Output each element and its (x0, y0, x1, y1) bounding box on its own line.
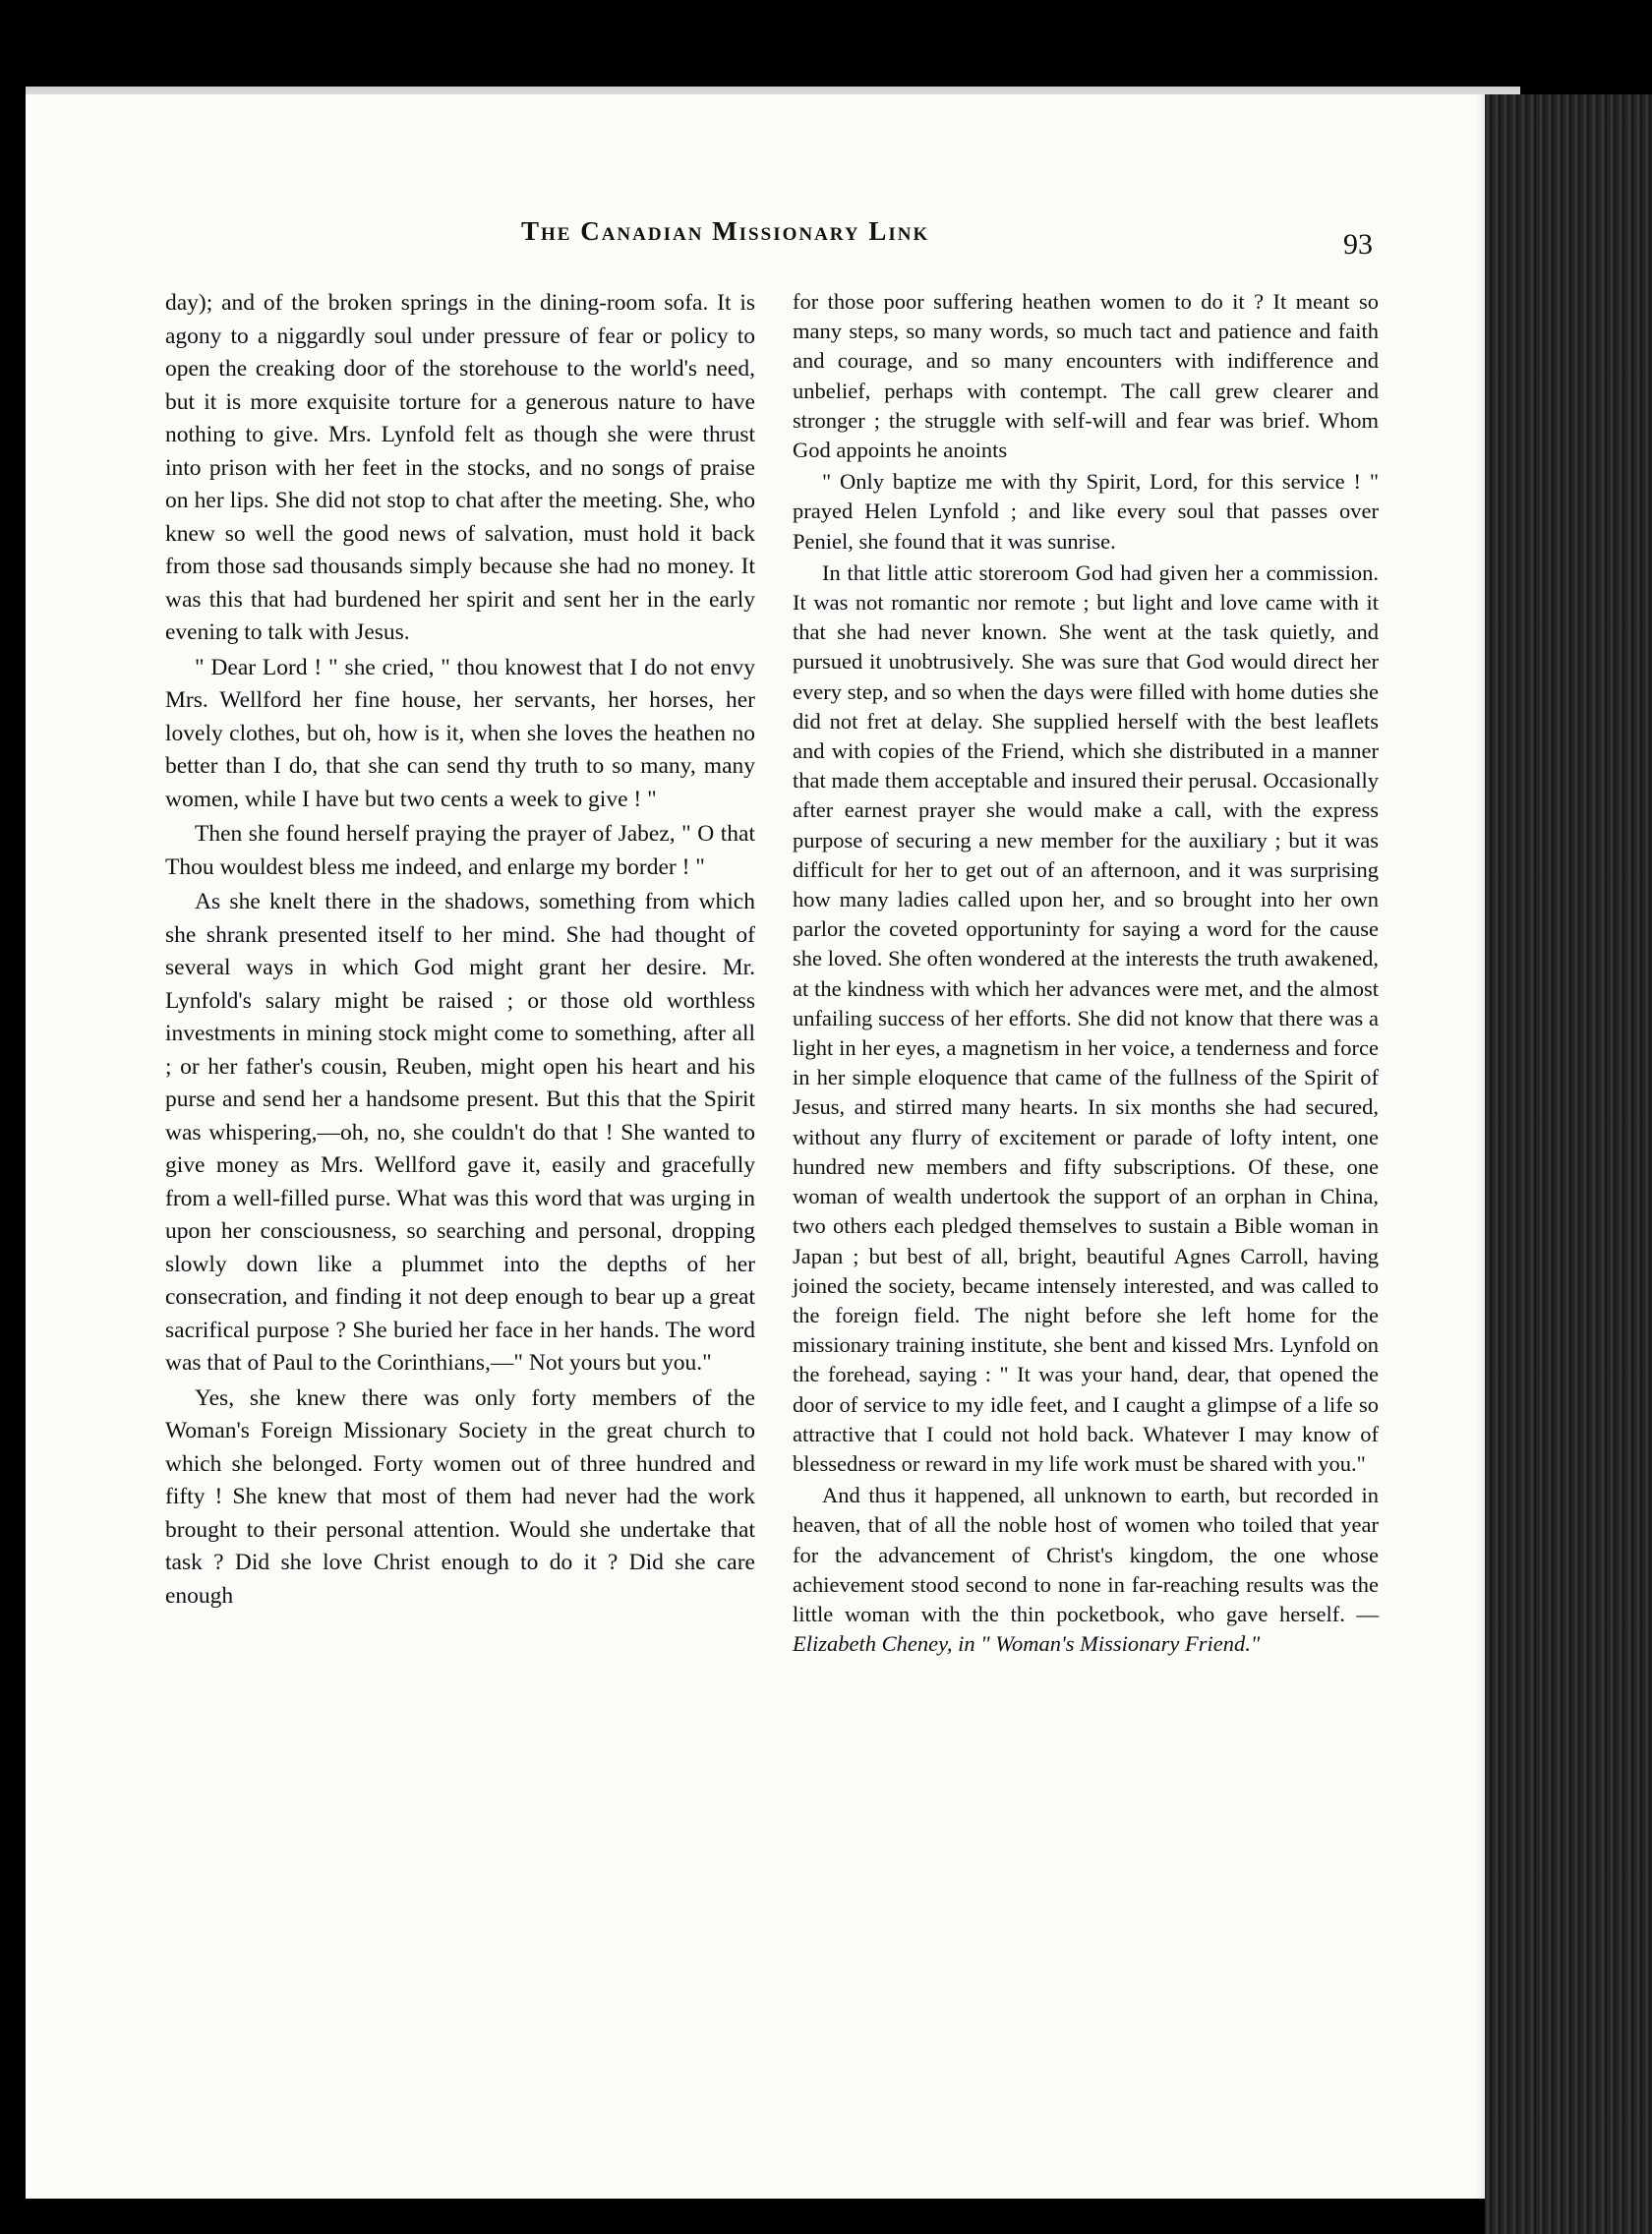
paragraph: Then she found herself praying the prayer of Jabez, " O that Thou wouldest bless me indeed, and enlarge my border ! " (165, 821, 755, 880)
paragraph: Yes, she knew there was only forty members of the Woman's Foreign Missionary Society in the great church to which she belonged. Forty women out of three hundred and fifty ! She knew that most of them had never had the work brought to their personal attention. Would she undertake that task ? Did she love Christ enough to do it ? Did she care enough (165, 1384, 755, 1609)
page-number: 93 (1343, 228, 1373, 261)
right-column (793, 287, 1379, 1659)
paragraph: As she knelt there in the shadows, something from which she shrank presented itself to her mind. She had thought of several ways in which God might grant her desire. Mr. Lynfold's salary might be raised ; or those old worthless investments in mining stock might come to something, after all ; or her father's cousin, Reuben, might open his heart and his purse and send her a handsome present. But this that the Spirit was whispering,—oh, no, she couldn't do that ! She wanted to give money as Mrs. Wellford gave it, easily and gracefully from a well-filled purse. What was this word that was urging in upon her consciousness, so searching and personal, dropping slowly down like a plummet into the depths of her consecration, and finding it not deep enough to bear up a great sacrifical purpose ? She buried her face in her hands. The word was that of Paul to the Corinthians,—" Not yours but you." (165, 889, 755, 1376)
paragraph: " Only baptize me with thy Spirit, Lord, for this service ! " prayed Helen Lynfold ; and like every soul that passes over Peniel, she found that it was sunrise. (793, 469, 1379, 554)
paragraph: for those poor suffering heathen women to do it ? It meant so many steps, so many words, so much tact and patience and faith and courage, and so many encounters with indifference and unbelief, perhaps with contempt. The call grew clearer and stronger ; the struggle with self-will and fear was brief. Whom God appoints he anoints (793, 289, 1379, 463)
attribution: Elizabeth Cheney, in " Woman's Missionary Friend." (793, 1631, 1261, 1657)
left-column (165, 287, 755, 1613)
paragraph: day); and of the broken springs in the dining-room sofa. It is agony to a niggardly soul under pressure of fear or policy to open the creaking door of the storehouse to the world's need, but it is more exquisite torture for a generous nature to have nothing to give. Mrs. Lynfold felt as though she were thrust into prison with her feet in the stocks, and no songs of praise on her lips. She did not stop to chat after the meeting. She, who knew so well the good news of salvation, must hold it back from those sad thousands simply because she had no money. It was this that had burdened her spirit and sent her in the early evening to talk with Jesus. (165, 290, 755, 645)
paragraph: " Dear Lord ! " she cried, " thou knowest that I do not envy Mrs. Wellford her fine house, her servants, her horses, her lovely clothes, but oh, how is it, when she loves the heathen no better than I do, that she can send thy truth to so many, many women, while I have but two cents a week to give ! " (165, 654, 755, 812)
closing-text: And thus it happened, all unknown to earth, but recorded in heaven, that of all the noble host of women who toiled that year for the advancement of Christ's kingdom, the one whose achievement stood second to none in far-reaching results was the little woman with the thin pocketbook, who gave herself. — (793, 1483, 1379, 1626)
paragraph (793, 1481, 1379, 1659)
paragraph: In that little attic storeroom God had given her a commission. It was not romantic nor remote ; but light and love came with it that she had never known. She went at the task quietly, and pursued it unobtrusively. She was sure that God would direct her every step, and so when the days were filled with home duties she did not fret at delay. She supplied herself with the best leaflets and with copies of the Friend, which she distributed in a manner that made them acceptable and insured their perusal. Occasionally after earnest prayer she would make a call, with the express purpose of securing a new member for the auxiliary ; but it was difficult for her to get out of an afternoon, and it was surprising how many ladies called upon her, and so brought into her own parlor the coveted opportuninty for saying a word for the cause she loved. She often wondered at the interests the truth awakened, at the kindness with which her advances were met, and the almost unfailing success of her efforts. She did not know that there was a light in her eyes, a magnetism in her voice, a tenderness and force in her simple eloquence that came of the fullness of the Spirit of Jesus, and stirred many hearts. In six months she had secured, without any flurry of excitement or parade of lofty intent, one hundred new members and fifty subscriptions. Of these, one woman of wealth undertook the support of an orphan in China, two others each pledged themselves to sustain a Bible woman in Japan ; but best of all, bright, beautiful Agnes Carroll, having joined the society, became intensely interested, and was called to the foreign field. The night before she left home for the missionary training institute, she bent and kissed Mrs. Lynfold on the forehead, saying : " It was your hand, dear, that opened the door of service to my idle feet, and I caught a glimpse of a life so attractive that I could not hold back. Whatever I may know of blessedness or reward in my life work must be shared with you." (793, 559, 1379, 1476)
running-header: The Canadian Missionary Link (521, 216, 930, 246)
book-spine (1485, 94, 1652, 2234)
